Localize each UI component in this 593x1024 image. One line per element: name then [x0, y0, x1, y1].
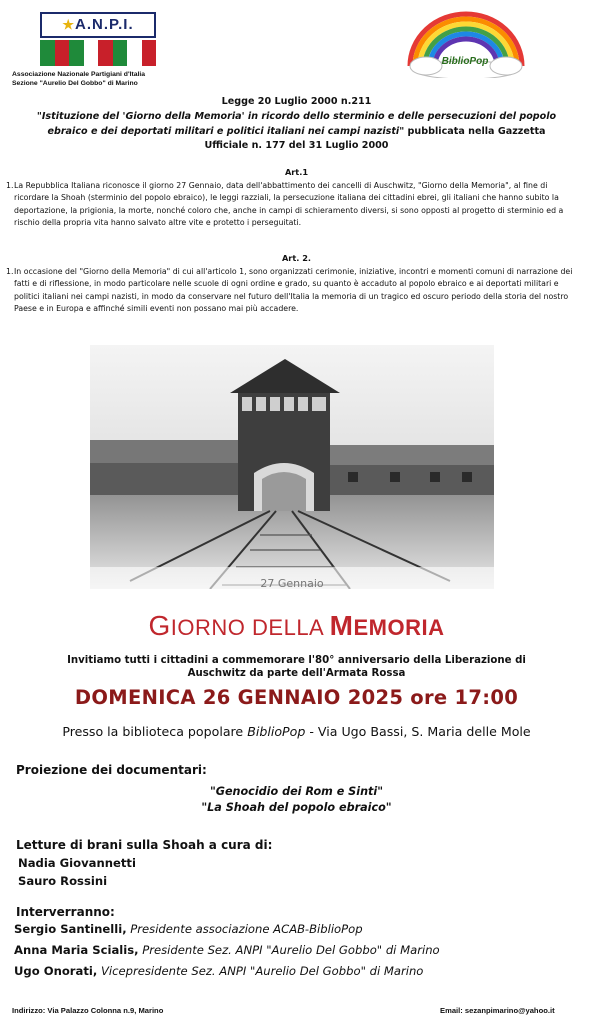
giorno-della-memoria-title: GIORNO DELLA MEMORIA [148, 610, 445, 641]
article-1-text: 1. La Repubblica Italiana riconosce il giorno 27 Gennaio, data dell'abbattimento dei cancelli di Auschwitz, "Giorno della Memoria", al fine di ricordare la Shoah (sterminio del popolo ebraico), le leggi razziali, la persecuzione italiana dei cittadini ebrei, gli italiani che hanno subito la deportazione, la prigionia, la morte, nonché coloro che, anche in campi di schieramento diversi, si sono opposti al progetto di sterminio ed a rischio della propria vita hanno salvato altre vite e protetto i perseguitati. [6, 181, 564, 228]
event-date: DOMENICA 26 GENNAIO 2025 ore 17:00 [74, 686, 519, 709]
reader-name: Nadia Giovannetti [18, 856, 136, 870]
film-title: "Genocidio dei Rom e Sinti" [209, 785, 384, 798]
article-2-text: 1. In occasione del "Giorno della Memoria" di cui all'articolo 1, sono organizzati cerimonie, iniziative, incontri e momenti comuni di narrazione dei fatti e di riflessione, in modo particolare nelle scuole di ogni ordine e grado, su quanto è accaduto al popolo ebraico e ai deportati militari e politici italiani nei campi nazisti, in modo da conservare nel futuro dell'Italia la memoria di un tragico ed oscuro periodo della storia del nostro Paese e in Europa e affinché simili eventi non possano mai più accadere. [6, 267, 573, 314]
law-subtitle: "Istituzione del 'Giorno della Memoria' in ricordo dello sterminio e delle persecuzioni del popolo ebraico e dei deportati militari e politici italiani nei campi nazisti" pubblicata nella Gazzetta Ufficiale n. 177 del 31 Luglio 2000 [36, 111, 557, 151]
article-2-heading: Art. 2. [281, 253, 312, 263]
auschwitz-gate-photo [90, 345, 494, 589]
law-title: Legge 20 Luglio 2000 n.211 [221, 96, 372, 107]
italian-flag-icon [40, 40, 156, 66]
speaker-entry: Sergio Santinelli, Presidente associazione ACAB-BiblioPop [14, 922, 363, 936]
star-icon: ★ [62, 17, 76, 32]
invitation-text: Invitiamo tutti i cittadini a commemorare l'80° anniversario della Liberazione di Auschwitz da parte dell'Armata Rossa [67, 655, 526, 679]
speakers-heading: Interverranno: [16, 905, 115, 919]
anpi-logo [40, 12, 156, 66]
anpi-logo-text: A.N.P.I. [75, 16, 134, 33]
reader-name: Sauro Rossini [18, 874, 108, 888]
speaker-entry: Anna Maria Scialis, Presidente Sez. ANPI "Aurelio Del Gobbo" di Marino [14, 943, 440, 957]
article-1-heading: Art.1 [284, 167, 309, 177]
anpi-org-name: Associazione Nazionale Partigiani d'Italia Sezione "Aurelio Del Gobbo" di Marino [12, 71, 146, 87]
footer-email: Email: sezanpimarino@yahoo.it [440, 1006, 555, 1015]
speaker-entry: Ugo Onorati, Vicepresidente Sez. ANPI "Aurelio Del Gobbo" di Marino [14, 964, 424, 978]
photo-caption: 27 Gennaio [260, 577, 324, 590]
email-link[interactable]: sezanpimarino@yahoo.it [464, 1006, 555, 1015]
bibliopop-rainbow-logo [396, 8, 536, 78]
projection-heading: Proiezione dei documentari: [16, 763, 207, 777]
bibliopop-logo-text: BiblioPop [441, 56, 489, 67]
event-venue: Presso la biblioteca popolare BiblioPop - Via Ugo Bassi, S. Maria delle Mole [62, 724, 531, 739]
footer-address: Indirizzo: Via Palazzo Colonna n.9, Marino [12, 1006, 164, 1015]
film-title: "La Shoah del popolo ebraico" [201, 801, 392, 814]
readings-heading: Letture di brani sulla Shoah a cura di: [16, 838, 273, 852]
